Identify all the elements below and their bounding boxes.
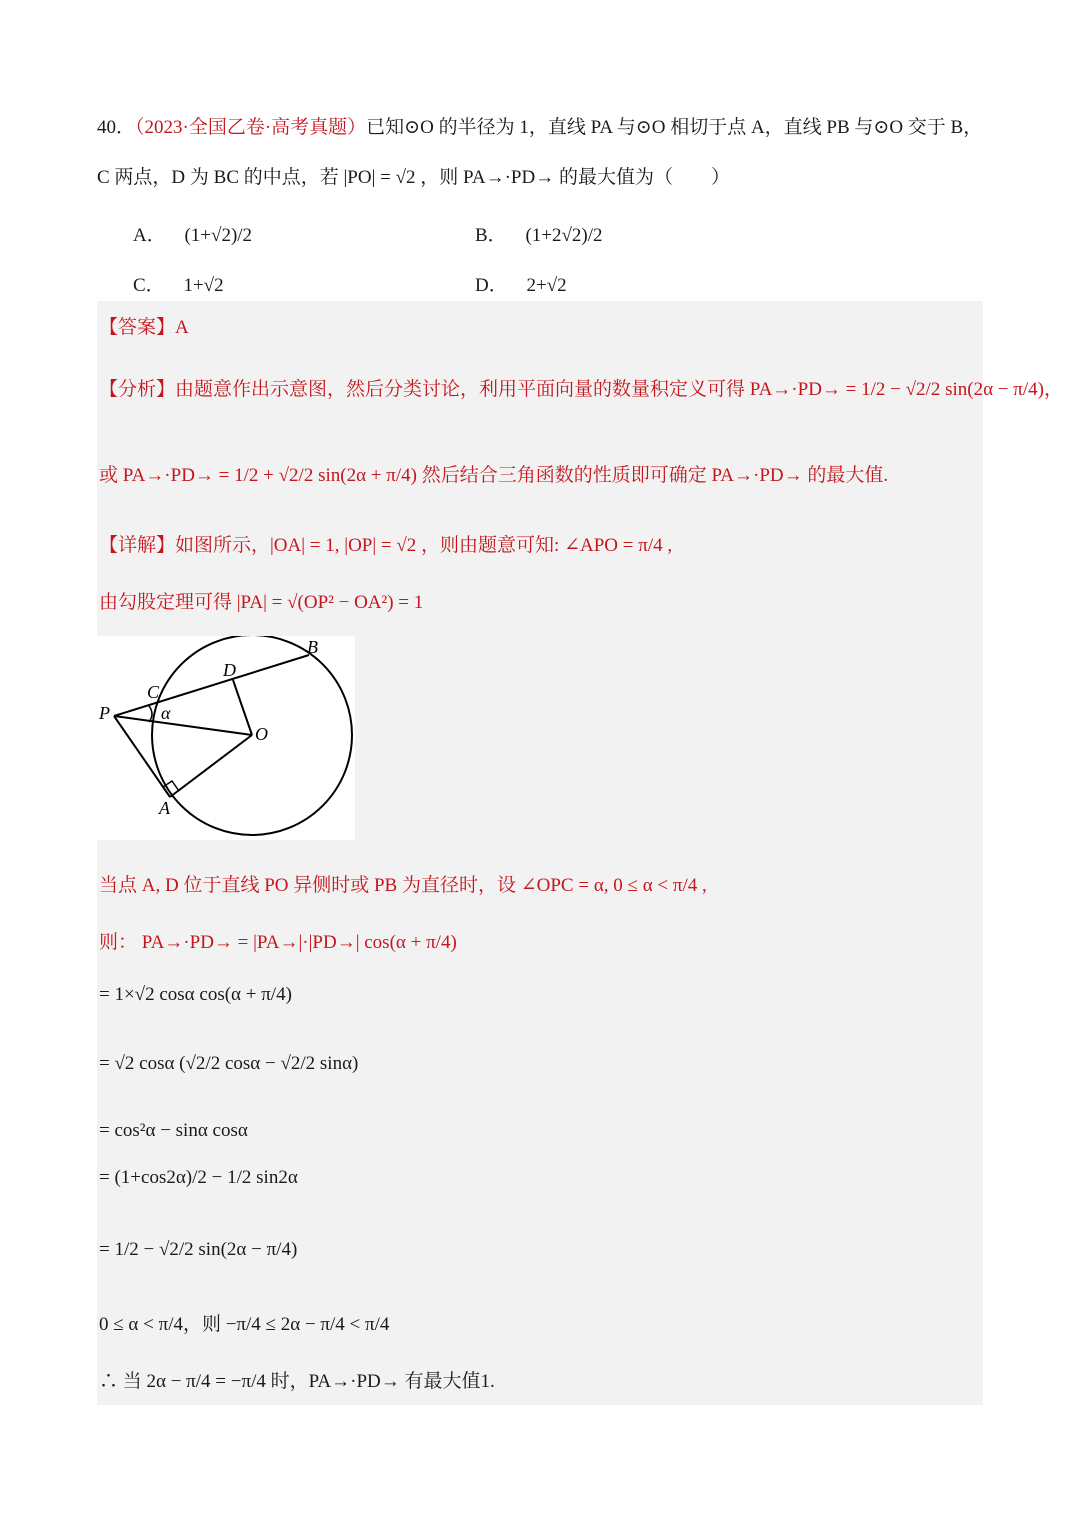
option-b-label: B． <box>475 225 507 246</box>
label-p: P <box>99 703 110 723</box>
line-od <box>233 680 252 735</box>
label-alpha: α <box>161 703 171 723</box>
label-b: B <box>307 637 318 657</box>
option-d[interactable] <box>475 270 567 297</box>
step-1 <box>99 927 457 954</box>
step-2: = 1×√2 cosα cos(α + π/4) <box>99 984 292 1005</box>
option-c[interactable] <box>133 270 224 297</box>
case-line: 当点 A, D 位于直线 PO 异侧时或 PB 为直径时，设 ∠OPC = α, 0 ≤ α < π/4 , <box>99 875 707 896</box>
step-8 <box>99 1366 495 1393</box>
question-line-1 <box>97 112 982 139</box>
step-1-text: 则： PA→·PD→ = |PA→|·|PD→| cos(α + π/4) <box>99 932 457 953</box>
option-a[interactable] <box>133 220 252 247</box>
step-5: = (1+cos2α)/2 − 1/2 sin2α <box>99 1167 298 1188</box>
question-text-1: 已知⊙O 的半径为 1，直线 PA 与⊙O 相切于点 A，直线 PB 与⊙O 交于 B， <box>366 117 983 138</box>
step-7-text: 0 ≤ α < π/4，则 −π/4 ≤ 2α − π/4 < π/4 <box>99 1314 390 1335</box>
option-c-label: C． <box>133 275 165 296</box>
option-c-value: 1+√2 <box>183 275 224 296</box>
question-source: （2023·全国乙卷·高考真题） <box>135 117 367 138</box>
option-d-value: 2+√2 <box>526 275 567 296</box>
geometry-figure <box>97 636 355 840</box>
option-d-label: D． <box>475 275 508 296</box>
circle-tangent-diagram <box>97 636 355 840</box>
step-3: = √2 cosα (√2/2 cosα − √2/2 sinα) <box>99 1053 359 1074</box>
label-c: C <box>147 682 160 702</box>
analysis-line-2: 或 PA→·PD→ = 1/2 + √2/2 sin(2α + π/4) 然后结合三角函数的性质即可确定 PA→·PD→ 的最大值. <box>99 465 889 486</box>
line-oa <box>170 735 252 797</box>
line-pb <box>114 655 309 716</box>
option-b-value: (1+2√2)/2 <box>525 225 603 246</box>
question-line-2: C 两点，D 为 BC 的中点，若 |PO| = √2 ，则 PA→·PD→ 的最大值为（ ） <box>97 167 730 188</box>
option-b[interactable] <box>475 220 603 247</box>
question-number: 40． <box>97 117 136 138</box>
label-d: D <box>223 660 236 680</box>
option-a-value: (1+√2)/2 <box>184 225 253 246</box>
analysis-line-1: 【分析】由题意作出示意图，然后分类讨论，利用平面向量的数量积定义可得 PA→·PD→ = 1/2 − √2/2 sin(2α − π/4)， <box>99 379 1063 400</box>
step-8-text: ∴ 当 2α − π/4 = −π/4 时，PA→·PD→ 有最大值1. <box>99 1371 495 1392</box>
answer-line: 【答案】A <box>99 317 189 338</box>
step-4: = cos²α − sinα cosα <box>99 1120 248 1141</box>
label-a: A <box>159 798 170 818</box>
label-o: O <box>255 724 268 744</box>
step-7 <box>99 1309 389 1336</box>
option-a-label: A． <box>133 225 166 246</box>
line-po <box>114 716 252 735</box>
step-6: = 1/2 − √2/2 sin(2α − π/4) <box>99 1239 298 1260</box>
line-pa <box>114 716 170 797</box>
detail-line-1: 【详解】如图所示，|OA| = 1, |OP| = √2 ，则由题意可知: ∠APO = π/4 , <box>99 535 673 556</box>
detail-line-2: 由勾股定理可得 |PA| = √(OP² − OA²) = 1 <box>99 592 424 613</box>
angle-arc <box>149 706 152 722</box>
